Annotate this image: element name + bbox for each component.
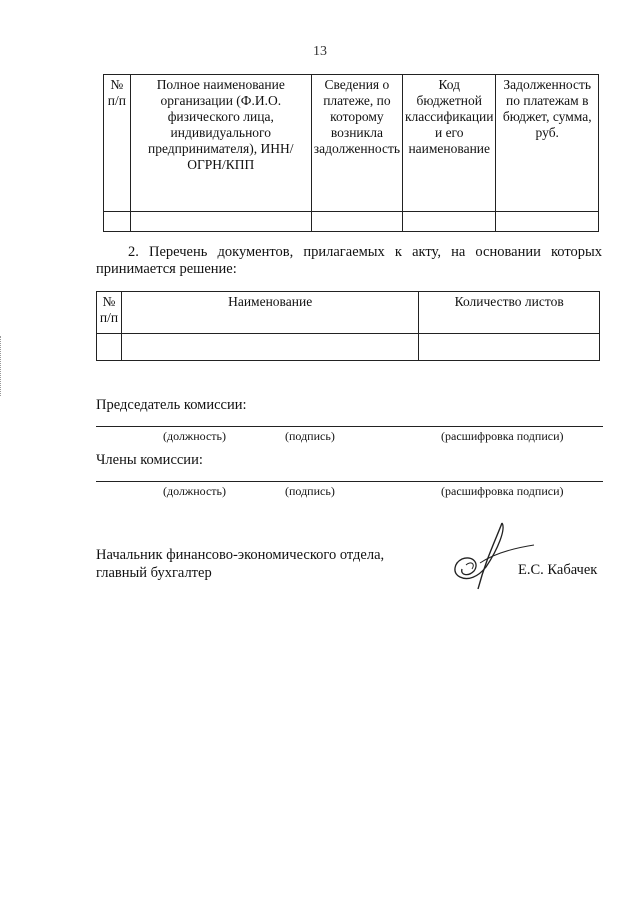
- paragraph-text: 2. Перечень документов, прилагаемых к акту, на основании которых принимается решение:: [96, 244, 602, 277]
- scan-margin-mark: [0, 336, 3, 396]
- table-row: [104, 212, 599, 232]
- table-row: [97, 334, 600, 361]
- header-budget-code: Код бюджетной классификации и его наименование: [403, 75, 496, 212]
- members-signature-line: [96, 481, 603, 482]
- members-position-caption: (должность): [163, 484, 226, 498]
- chairman-signature-line: [96, 426, 603, 427]
- chairman-decoding-caption: (расшифровка подписи): [441, 429, 564, 443]
- debt-table-header-row: [104, 75, 599, 212]
- documents-table-header-row: [97, 292, 600, 334]
- chairman-position-caption: (должность): [163, 429, 226, 443]
- chairman-label: Председатель комиссии:: [96, 397, 247, 413]
- header-name: Наименование: [121, 292, 418, 334]
- signer-title: [96, 546, 384, 582]
- handwritten-signature: [446, 519, 536, 591]
- members-signature-caption: (подпись): [285, 484, 335, 498]
- documents-table: [96, 291, 600, 361]
- header-organization: Полное наименование организации (Ф.И.О. физического лица, индивидуального предпринимателя), ИНН/ОГРН/КПП: [130, 75, 311, 212]
- members-decoding-caption: (расшифровка подписи): [441, 484, 564, 498]
- signer-name: Е.С. Кабачек: [518, 562, 598, 578]
- page-number: 13: [313, 44, 327, 59]
- table-cell: [104, 212, 131, 232]
- table-cell: [97, 334, 122, 361]
- signer-title-line-1: Начальник финансово-экономического отдела,: [96, 547, 385, 563]
- members-label: Члены комиссии:: [96, 452, 203, 468]
- table-cell: [121, 334, 418, 361]
- debt-table: [103, 74, 599, 232]
- header-number: № п/п: [104, 75, 131, 212]
- table-cell: [311, 212, 402, 232]
- documents-paragraph: [96, 244, 602, 278]
- header-number: № п/п: [97, 292, 122, 334]
- header-debt-amount: Задолженность по платежам в бюджет, сумма, руб.: [496, 75, 599, 212]
- table-cell: [403, 212, 496, 232]
- header-payment-info: Сведения о платеже, по которому возникла задолженность: [311, 75, 402, 212]
- signer-title-line-2: главный бухгалтер: [96, 565, 212, 581]
- table-cell: [130, 212, 311, 232]
- header-sheet-count: Количество листов: [419, 292, 600, 334]
- table-cell: [419, 334, 600, 361]
- chairman-signature-caption: (подпись): [285, 429, 335, 443]
- table-cell: [496, 212, 599, 232]
